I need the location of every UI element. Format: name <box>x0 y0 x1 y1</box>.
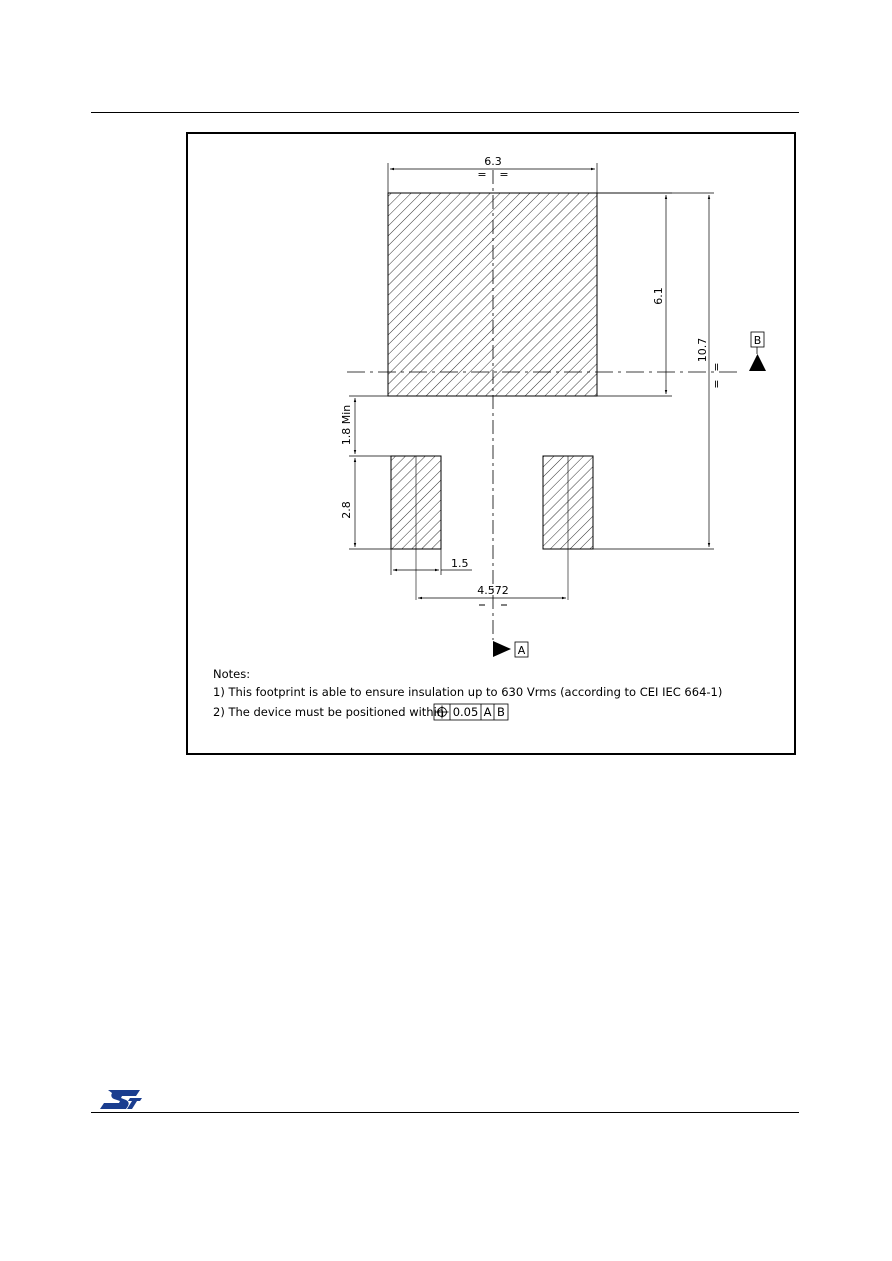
note-2: 2) The device must be positioned within <box>213 705 445 719</box>
tolerance-value: 0.05 <box>452 705 479 719</box>
st-logo <box>100 1088 144 1110</box>
dim-pad-height: 2.8 <box>340 501 353 519</box>
dim-pad-width: 1.5 <box>451 557 469 570</box>
datum-b-triangle <box>749 354 766 371</box>
note-1: 1) This footprint is able to ensure insulation up to 630 Vrms (according to CEI IEC 664-1) <box>213 685 723 699</box>
dim-tab-height: 6.1 <box>652 287 665 305</box>
footer-rule <box>91 1112 799 1113</box>
datum-a-triangle <box>493 641 511 657</box>
equal-mark: = <box>499 168 509 181</box>
equal-mark: = <box>477 168 487 181</box>
equal-mark: = <box>710 379 723 389</box>
equal-mark: = <box>710 362 723 372</box>
dim-gap: 1.8 Min <box>340 404 353 446</box>
tab-pad <box>388 193 597 396</box>
dim-overall-height: 10.7 <box>696 337 709 363</box>
datum-ref-b: B <box>497 705 505 719</box>
dim-tab-width: 6.3 <box>484 155 502 168</box>
dim-pad-pitch: 4.572 <box>477 584 509 597</box>
datum-ref-a: A <box>483 705 492 719</box>
datum-b-label: B <box>753 334 762 347</box>
notes-heading: Notes: <box>213 667 251 681</box>
datum-a-label: A <box>517 644 526 657</box>
